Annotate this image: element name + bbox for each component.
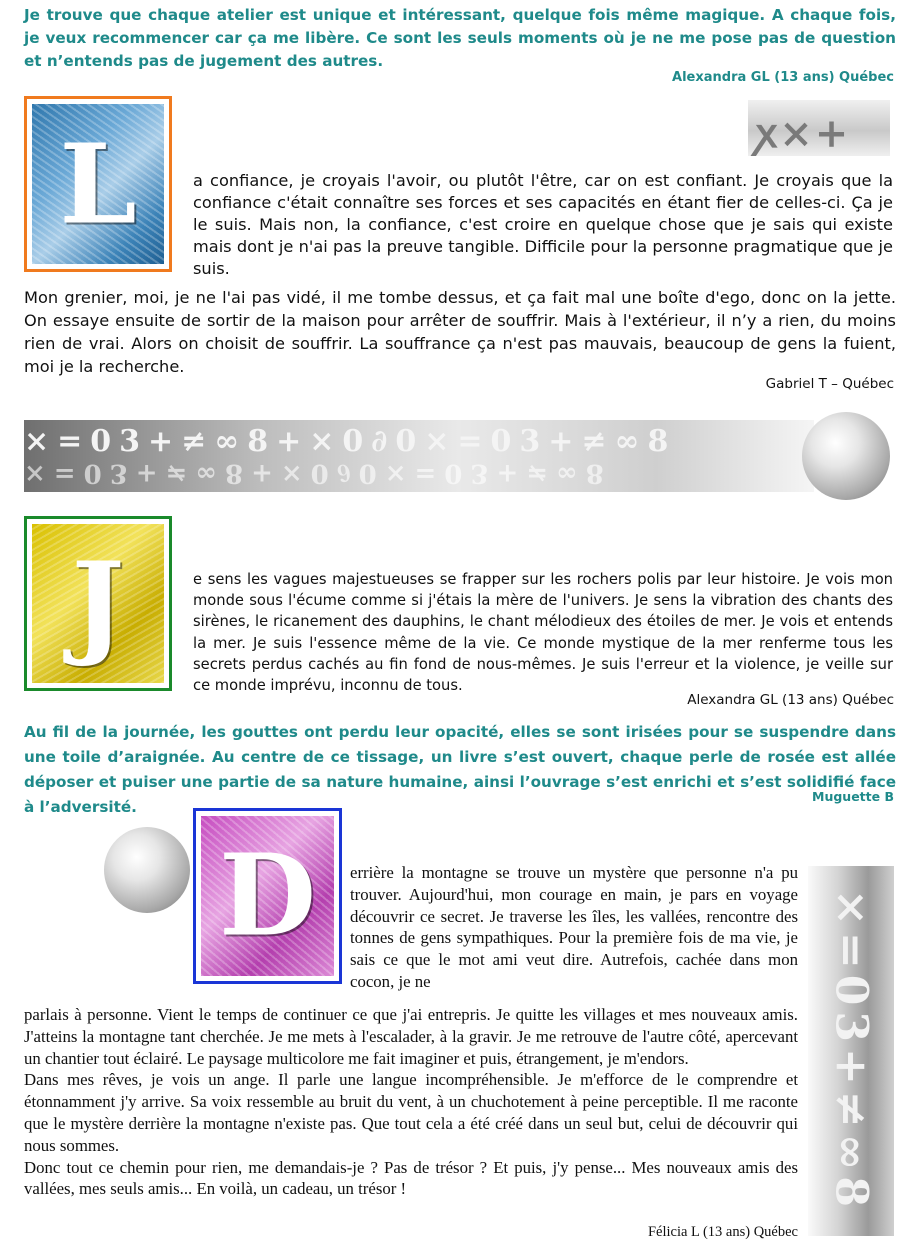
paragraph-d-rest bbox=[24, 1004, 798, 1200]
signature-felicia: Félicia L (13 ans) Québec bbox=[647, 1224, 798, 1240]
paragraph-d-3: Donc tout ce chemin pour rien, me demandais-je ? Pas de trésor ? Et puis, j'y pense... Mes nouveaux amis des vallées, mes seuls amis... En voilà, un cadeau, un trésor ! bbox=[24, 1157, 798, 1199]
paragraph-l-rest: Mon grenier, moi, je ne l'ai pas vidé, il me tombe dessus, et ça fait mal une boîte d'ego, donc on la jette. On essaye ensuite de sortir de la maison pour arrêter de souffrir. Mais à l'extérieur, il n’y a rien, du moins rien de vrai. Alors on choisit de souffrir. La souffrance ça n'est pas mauvais, beaucoup de gens la fuient, moi je la recherche. bbox=[24, 288, 896, 376]
paragraph-d-2: Dans mes rêves, je vois un ange. Il parle une langue incompréhensible. Je m'efforce de le comprendre et étonnamment j'y arrive. Sa voix ressemble au bruit du vent, à un chuchotement à peine perceptible. Il me raconte que le mystère derrière la montagne n'existe pas. Que tout cela a été créé dans un seul but, celui de découvrir qui nous sommes. bbox=[24, 1070, 798, 1155]
decorative-band-image: ×=03+≠∞8+×0∂0×=03+≠∞8 ×=03+≠∞8+×0∂0×=03+≠∞8 bbox=[24, 420, 814, 492]
intro-signature: Alexandra GL (13 ans) Québec bbox=[672, 70, 894, 85]
signature-alexandra: Alexandra GL (13 ans) Québec bbox=[687, 692, 894, 708]
decorative-stamp-image: ꭗ×+ bbox=[748, 100, 890, 156]
paragraph-j: e sens les vagues majestueuses se frapper sur les rochers polis par leur histoire. Je vois mon monde sous l'écume comme si j'étais la mère de l'univers. Je sens la vibration des chants des sirènes, le ricanement des dauphins, le chant mélodieux des étoiles de mer. Je vois et entends la mer. Je suis l'essence même de la vie. Ce monde mystique de la mer renferme tous les secrets perdus cachés au fin fond de nous-mêmes. Je suis l'erreur et la violence, je veille sur ce monde imprévu, inconnu de tous. bbox=[193, 571, 893, 695]
intro-text: Je trouve que chaque atelier est unique et intéressant, quelque fois même magique. A chaque fois, je veux recommencer car ça me libère. Ce sont les seuls moments où je ne me pose pas de question et n’entends pas de jugement des autres. bbox=[24, 6, 896, 70]
decorative-column-image: ×=03+≠∞8 bbox=[808, 866, 894, 1236]
signature-muguette: Muguette B bbox=[812, 789, 894, 804]
dropcap-l-image bbox=[32, 104, 164, 264]
dropcap-j-image bbox=[32, 524, 164, 683]
dropcap-l-letter: L bbox=[59, 119, 137, 249]
dropcap-l-frame bbox=[24, 96, 172, 272]
paragraph-d-1: parlais à personne. Vient le temps de continuer ce que j'ai entrepris. Je quitte les villages et mes nouveaux amis. J'atteins la montagne tant cherchée. Je me mets à l'escalader, à la gravir. Je me retrouve de l'autre côté, apercevant un chantier tout éclairé. Le paysage multicolore me fait imaginer et puis, étrangement, je m'endors. bbox=[24, 1005, 798, 1068]
signature-gabriel: Gabriel T – Québec bbox=[765, 376, 894, 392]
dropcap-j-letter: J bbox=[71, 538, 125, 669]
dropcap-d-frame bbox=[193, 808, 342, 984]
sphere-image bbox=[802, 412, 890, 500]
dropcap-d-letter: D bbox=[218, 830, 317, 962]
sphere-image bbox=[104, 827, 190, 913]
teal-paragraph: Au fil de la journée, les gouttes ont perdu leur opacité, elles se sont irisées pour se suspendre dans une toile d’araignée. Au centre de ce tissage, un livre s’est ouvert, chaque perle de rosée est allée déposer et puiser une partie de sa nature humaine, ainsi l’ouvrage s’est enrichi et s’est solidifié face à l’adversité. bbox=[24, 723, 896, 816]
dropcap-j-frame bbox=[24, 516, 172, 691]
paragraph-d-first: errière la montagne se trouve un mystère que personne n'a pu trouver. Aujourd'hui, mon courage en main, je pars en voyage découvrir ce secret. Je traverse les îles, les vallées, rencontre des tonnes de gens sympathiques. Pour la première fois de ma vie, je sais ce que le mot ami veut dire. Autrefois, cachée dans mon cocon, je ne bbox=[350, 863, 798, 991]
paragraph-l-first: a confiance, je croyais l'avoir, ou plutôt l'être, car on est confiant. Je croyais que la confiance c'était connaître ses forces et ses capacités en étant fier de celles-ci. Ça je le suis. Mais non, la confiance, c'est croire en quelque chose que je sais qui existe mais dont je n'ai pas la preuve tangible. Difficile pour la personne pragmatique que je suis. bbox=[193, 171, 893, 278]
dropcap-d-image bbox=[201, 816, 334, 976]
